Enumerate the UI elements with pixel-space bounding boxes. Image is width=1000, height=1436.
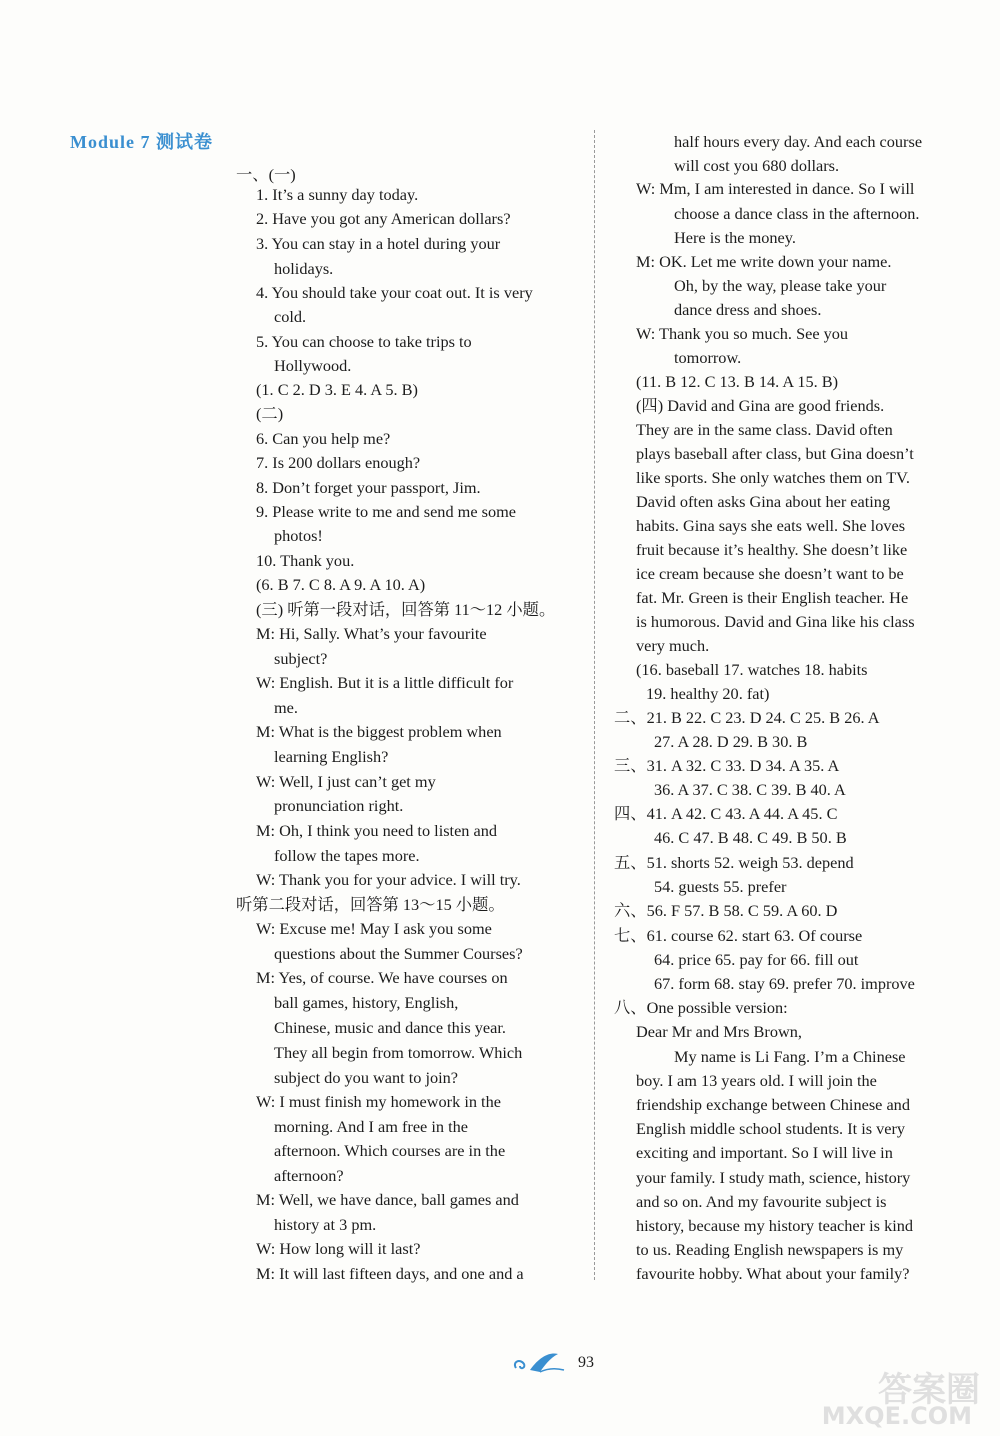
text-line: 八、One possible version: [614, 998, 788, 1017]
text-line: 3. You can stay in a hotel during your [256, 234, 501, 253]
text-line: to us. Reading English newspapers is my [636, 1240, 904, 1259]
text-line: questions about the Summer Courses? [274, 944, 523, 963]
text-line: very much. [636, 636, 710, 655]
text-line: Oh, by the way, please take your [674, 276, 887, 295]
watermark-logo: 答案圈 [878, 1370, 980, 1410]
text-line: W: English. But it is a little difficult for [256, 673, 514, 692]
text-line: 67. form 68. stay 69. prefer 70. improve [654, 974, 915, 993]
text-line: history at 3 pm. [274, 1215, 377, 1234]
page-number: 93 [578, 1354, 594, 1371]
text-line: 六、56. F 57. B 58. C 59. A 60. D [614, 901, 838, 920]
text-line: friendship exchange between Chinese and [636, 1095, 910, 1114]
text-line: 9. Please write to me and send me some [256, 502, 516, 521]
text-line: 7. Is 200 dollars enough? [256, 453, 421, 472]
text-line: tomorrow. [674, 348, 742, 367]
text-line: habits. Gina says she eats well. She loves [636, 516, 906, 535]
page-title: Module 7 测试卷 [70, 132, 214, 152]
text-line: M: Hi, Sally. What’s your favourite [256, 624, 487, 643]
text-line: 四、41. A 42. C 43. A 44. A 45. C [614, 804, 838, 823]
text-line: My name is Li Fang. I’m a Chinese [674, 1047, 906, 1066]
text-line: M: What is the biggest problem when [256, 722, 502, 741]
text-line: fruit because it’s healthy. She doesn’t like [636, 540, 908, 559]
text-line: Hollywood. [274, 356, 352, 375]
text-line: W: Mm, I am interested in dance. So I will [636, 179, 915, 198]
text-line: your family. I study math, science, history [636, 1168, 911, 1187]
text-line: W: Well, I just can’t get my [256, 772, 436, 791]
text-line: 1. It’s a sunny day today. [256, 185, 419, 204]
text-line: half hours every day. And each course [674, 132, 923, 151]
text-line: will cost you 680 dollars. [674, 156, 840, 175]
column-divider [594, 130, 595, 1280]
watermark-url: MXQE.COM [821, 1402, 972, 1430]
text-line: 2. Have you got any American dollars? [256, 209, 511, 228]
text-line: They all begin from tomorrow. Which [274, 1043, 523, 1062]
text-line: and so on. And my favourite subject is [636, 1192, 887, 1211]
text-line: 46. C 47. B 48. C 49. B 50. B [654, 828, 847, 847]
text-line: M: Oh, I think you need to listen and [256, 821, 498, 840]
text-line: W: Excuse me! May I ask you some [256, 919, 492, 938]
text-line: 4. You should take your coat out. It is very [256, 283, 533, 302]
text-line: ice cream because she doesn’t want to be [636, 564, 904, 583]
text-line: choose a dance class in the afternoon. [674, 204, 920, 223]
text-line: dance dress and shoes. [674, 300, 822, 319]
text-line: afternoon? [274, 1166, 344, 1185]
text-line: photos! [274, 526, 323, 545]
text-line: 一、(一) [236, 165, 296, 184]
text-line: (三) 听第一段对话，回答第 11～12 小题。 [256, 600, 556, 619]
text-line: learning English? [274, 747, 389, 766]
text-line: W: Thank you so much. See you [636, 324, 849, 343]
text-line: M: It will last fifteen days, and one and a [256, 1264, 524, 1283]
text-line: English middle school students. It is very [636, 1119, 906, 1138]
text-line: ball games, history, English, [274, 993, 459, 1012]
text-line: 6. Can you help me? [256, 429, 391, 448]
text-line: favourite hobby. What about your family? [636, 1264, 910, 1283]
text-line: 三、31. A 32. C 33. D 34. A 35. A [614, 756, 840, 775]
text-line: pronunciation right. [274, 796, 404, 815]
text-line: cold. [274, 307, 307, 326]
text-line: Dear Mr and Mrs Brown, [636, 1022, 802, 1041]
swirl-logo-icon [510, 1350, 566, 1376]
text-line: W: How long will it last? [256, 1239, 421, 1258]
text-line: holidays. [274, 259, 334, 278]
text-line: 54. guests 55. prefer [654, 877, 787, 896]
text-line: They are in the same class. David often [636, 420, 893, 439]
text-line: W: Thank you for your advice. I will try. [256, 870, 521, 889]
text-line: 5. You can choose to take trips to [256, 332, 472, 351]
text-line: (11. B 12. C 13. B 14. A 15. B) [636, 372, 839, 391]
text-line: Chinese, music and dance this year. [274, 1018, 506, 1037]
text-line: like sports. She only watches them on TV. [636, 468, 910, 487]
text-line: 听第二段对话，回答第 13～15 小题。 [236, 895, 505, 914]
text-line: 27. A 28. D 29. B 30. B [654, 732, 808, 751]
text-line: subject do you want to join? [274, 1068, 459, 1087]
text-line: follow the tapes more. [274, 846, 420, 865]
text-line: 10. Thank you. [256, 551, 355, 570]
text-line: 二、21. B 22. C 23. D 24. C 25. B 26. A [614, 708, 880, 727]
text-line: history, because my history teacher is kind [636, 1216, 914, 1235]
text-line: M: Well, we have dance, ball games and [256, 1190, 519, 1209]
text-line: me. [274, 698, 298, 717]
text-line: (6. B 7. C 8. A 9. A 10. A) [256, 575, 426, 594]
text-line: boy. I am 13 years old. I will join the [636, 1071, 877, 1090]
text-line: plays baseball after class, but Gina doesn’t [636, 444, 914, 463]
text-line: 七、61. course 62. start 63. Of course [614, 926, 863, 945]
text-line: 五、51. shorts 52. weigh 53. depend [614, 853, 854, 872]
text-line: 19. healthy 20. fat) [646, 684, 770, 703]
text-line: 64. price 65. pay for 66. fill out [654, 950, 859, 969]
text-line: is humorous. David and Gina like his class [636, 612, 915, 631]
text-line: (二) [256, 404, 284, 423]
text-line: subject? [274, 649, 328, 668]
text-line: exciting and important. So I will live in [636, 1143, 893, 1162]
text-line: W: I must finish my homework in the [256, 1092, 501, 1111]
text-line: (四) David and Gina are good friends. [636, 396, 885, 415]
text-line: (16. baseball 17. watches 18. habits [636, 660, 868, 679]
text-line: fat. Mr. Green is their English teacher. He [636, 588, 909, 607]
text-line: afternoon. Which courses are in the [274, 1141, 506, 1160]
text-line: (1. C 2. D 3. E 4. A 5. B) [256, 380, 418, 399]
text-line: David often asks Gina about her eating [636, 492, 891, 511]
text-line: M: OK. Let me write down your name. [636, 252, 892, 271]
text-line: Here is the money. [674, 228, 796, 247]
text-line: 8. Don’t forget your passport, Jim. [256, 478, 481, 497]
text-line: 36. A 37. C 38. C 39. B 40. A [654, 780, 846, 799]
text-line: M: Yes, of course. We have courses on [256, 968, 508, 987]
text-line: morning. And I am free in the [274, 1117, 468, 1136]
